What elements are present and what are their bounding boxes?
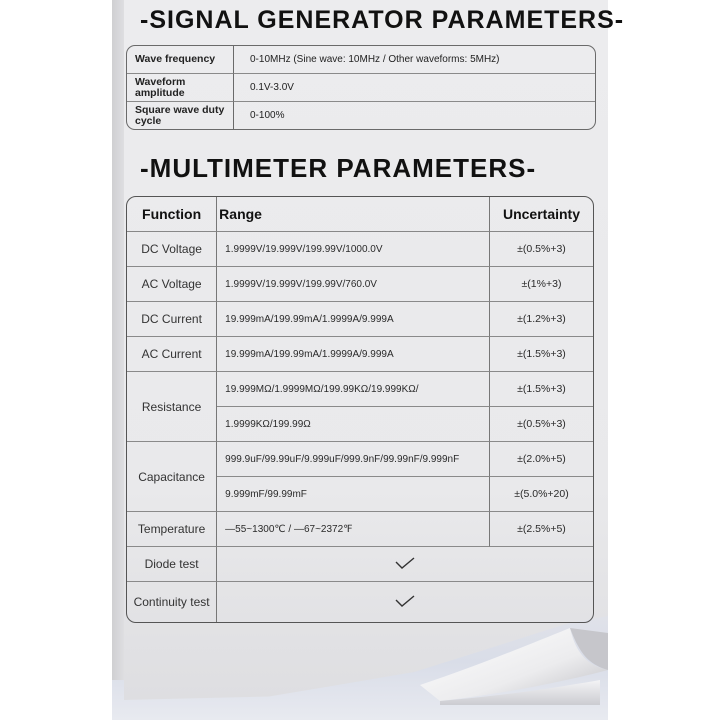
- uncertainty-cell: ±(2.0%+5): [490, 442, 593, 477]
- function-cell: Resistance: [127, 372, 217, 442]
- function-cell: Continuity test: [127, 582, 217, 622]
- table-row: [127, 547, 593, 582]
- param-label: Square wave duty cycle: [127, 102, 234, 129]
- function-cell: Capacitance: [127, 442, 217, 512]
- table-row: [127, 302, 593, 337]
- header-uncertainty: Uncertainty: [490, 197, 593, 232]
- range-cell: 19.999mA/199.99mA/1.9999A/9.999A: [217, 302, 490, 337]
- header-range: Range: [217, 197, 490, 232]
- multimeter-table: [126, 196, 594, 623]
- supported-cell: [217, 547, 593, 582]
- range-cell: 999.9uF/99.99uF/9.999uF/999.9nF/99.99nF/9.999nF: [217, 442, 490, 477]
- signal-generator-table: [126, 45, 596, 130]
- function-cell: Diode test: [127, 547, 217, 582]
- uncertainty-cell: ±(1.5%+3): [490, 372, 593, 407]
- range-cell: 1.9999V/19.999V/199.99V/1000.0V: [217, 232, 490, 267]
- table-row: [127, 267, 593, 302]
- param-label: Wave frequency: [127, 46, 234, 74]
- table-row: [127, 102, 595, 129]
- range-cell: 9.999mF/99.99mF: [217, 477, 490, 512]
- param-value: 0.1V-3.0V: [234, 74, 595, 102]
- uncertainty-cell: ±(5.0%+20): [490, 477, 593, 512]
- function-cell: Temperature: [127, 512, 217, 547]
- function-cell: AC Voltage: [127, 267, 217, 302]
- uncertainty-cell: ±(0.5%+3): [490, 232, 593, 267]
- uncertainty-cell: ±(0.5%+3): [490, 407, 593, 442]
- uncertainty-cell: ±(1%+3): [490, 267, 593, 302]
- page-curl-graphic: [420, 625, 610, 705]
- table-row: [127, 46, 595, 74]
- header-function: Function: [127, 197, 217, 232]
- range-cell: 19.999mA/199.99mA/1.9999A/9.999A: [217, 337, 490, 372]
- check-icon: [394, 556, 416, 570]
- table-row: [127, 372, 593, 407]
- table-header-row: [127, 197, 593, 232]
- uncertainty-cell: ±(1.2%+3): [490, 302, 593, 337]
- table-row: [127, 512, 593, 547]
- signal-generator-title: -SIGNAL GENERATOR PARAMETERS-: [140, 6, 625, 34]
- page-edge-strip: [112, 0, 124, 680]
- table-row: [127, 232, 593, 267]
- range-cell: 19.999MΩ/1.9999MΩ/199.99KΩ/19.999KΩ/: [217, 372, 490, 407]
- param-value: 0-100%: [250, 110, 285, 121]
- table-row: [127, 74, 595, 102]
- supported-cell: [217, 582, 593, 622]
- param-value: 0-10MHz (Sine wave: 10MHz / Other waveforms: 5MHz): [234, 46, 595, 74]
- range-cell: 1.9999KΩ/199.99Ω: [217, 407, 490, 442]
- table-row: [127, 442, 593, 477]
- multimeter-title: -MULTIMETER PARAMETERS-: [140, 153, 537, 183]
- function-cell: DC Current: [127, 302, 217, 337]
- function-cell: AC Current: [127, 337, 217, 372]
- uncertainty-cell: ±(1.5%+3): [490, 337, 593, 372]
- range-cell: 1.9999V/19.999V/199.99V/760.0V: [217, 267, 490, 302]
- table-row: [127, 337, 593, 372]
- range-cell: —55~1300℃ / —67~2372℉: [217, 512, 490, 547]
- function-cell: DC Voltage: [127, 232, 217, 267]
- table-row: [127, 582, 593, 622]
- uncertainty-cell: ±(2.5%+5): [490, 512, 593, 547]
- param-label: Waveform amplitude: [127, 74, 234, 102]
- check-icon: [394, 594, 416, 608]
